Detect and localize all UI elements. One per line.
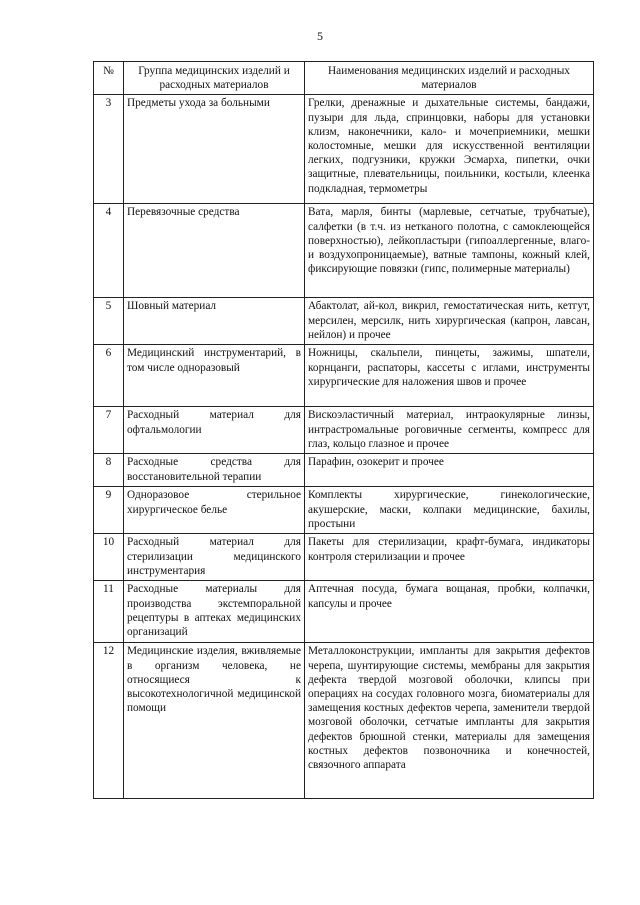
row-num: 7 bbox=[94, 407, 124, 454]
header-num: № bbox=[94, 62, 124, 95]
row-num: 11 bbox=[94, 581, 124, 643]
row-group: Расходные средства для восстановительной терапии bbox=[124, 454, 305, 487]
header-items: Наименования медицинских изделий и расходных материалов bbox=[305, 62, 594, 95]
row-items: Вата, марля, бинты (марлевые, сетчатые, трубчатые), салфетки (в т.ч. из нетканого полотна, с самоклеющейся поверхностью), лейкопластыри (гипоаллергенные, влаго- и воздухопроницаемые), ватные тампоны, кожный клей, фиксирующие повязки (гипс, полимерные материалы) bbox=[305, 204, 594, 298]
row-items: Пакеты для стерилизации, крафт-бумага, индикаторы контроля стерилизации и прочее bbox=[305, 534, 594, 581]
row-items: Комплекты хирургические, гинекологические, акушерские, маски, колпаки медицинские, бахилы, простыни bbox=[305, 487, 594, 534]
table-row bbox=[94, 407, 594, 454]
row-num: 5 bbox=[94, 298, 124, 345]
row-items: Парафин, озокерит и прочее bbox=[305, 454, 594, 487]
table-row bbox=[94, 534, 594, 581]
row-group: Одноразовое стерильное хирургическое белье bbox=[124, 487, 305, 534]
table-row bbox=[94, 487, 594, 534]
materials-table bbox=[93, 61, 594, 799]
row-items: Аптечная посуда, бумага вощаная, пробки, колпачки, капсулы и прочее bbox=[305, 581, 594, 643]
table-row bbox=[94, 345, 594, 407]
table-row bbox=[94, 581, 594, 643]
page-number: 5 bbox=[317, 29, 323, 43]
row-group: Медицинские изделия, вживляемые в организм человека, не относящиеся к высокотехнологичной медицинской помощи bbox=[124, 643, 305, 799]
row-items: Ножницы, скальпели, пинцеты, зажимы, шпатели, корнцанги, распаторы, кассеты с иглами, инструменты хирургические для наложения швов и прочее bbox=[305, 345, 594, 407]
row-group: Шовный материал bbox=[124, 298, 305, 345]
row-group: Перевязочные средства bbox=[124, 204, 305, 298]
row-num: 12 bbox=[94, 643, 124, 799]
row-group: Расходный материал для офтальмологии bbox=[124, 407, 305, 454]
row-num: 8 bbox=[94, 454, 124, 487]
row-items: Металлоконструкции, импланты для закрытия дефектов черепа, шунтирующие системы, мембраны для закрытия дефекта твердой мозговой оболочки, клипсы при операциях на сосудах головного мозга, биоматериалы для замещения костных дефектов черепа, заменители твердой мозговой оболочки, сетчатые импланты для закрытия дефектов брюшной стенки, материалы для замещения костных дефектов позвоночника и конечностей, связочного аппарата bbox=[305, 643, 594, 799]
row-num: 10 bbox=[94, 534, 124, 581]
row-items: Абактолат, ай-кол, викрил, гемостатическая нить, кетгут, мерсилен, мерсилк, нить хирургическая (капрон, лавсан, нейлон) и прочее bbox=[305, 298, 594, 345]
row-items: Грелки, дренажные и дыхательные системы, бандажи, пузыри для льда, спринцовки, наборы для установки клизм, наконечники, кало- и мочеприемники, мешки колостомные, мешки для искусственной вентиляции легких, подгузники, кружки Эсмарха, пипетки, очки защитные, плевательницы, поильники, костыли, клеенка подкладная, термометры bbox=[305, 95, 594, 204]
table-row bbox=[94, 204, 594, 298]
table-row bbox=[94, 95, 594, 204]
table-row bbox=[94, 298, 594, 345]
row-group: Расходный материал для стерилизации медицинского инструментария bbox=[124, 534, 305, 581]
row-num: 6 bbox=[94, 345, 124, 407]
table-row bbox=[94, 454, 594, 487]
row-group: Медицинский инструментарий, в том числе одноразовый bbox=[124, 345, 305, 407]
row-num: 4 bbox=[94, 204, 124, 298]
header-group: Группа медицинских изделий и расходных материалов bbox=[124, 62, 305, 95]
row-group: Предметы ухода за больными bbox=[124, 95, 305, 204]
row-num: 9 bbox=[94, 487, 124, 534]
row-items: Вискоэластичный материал, интраокулярные линзы, интрастромальные роговичные сегменты, компресс для глаз, кольцо глазное и прочее bbox=[305, 407, 594, 454]
table-header-row bbox=[94, 62, 594, 95]
table-row bbox=[94, 643, 594, 799]
row-group: Расходные материалы для производства экстемпоральной рецептуры в аптеках медицинских организаций bbox=[124, 581, 305, 643]
row-num: 3 bbox=[94, 95, 124, 204]
